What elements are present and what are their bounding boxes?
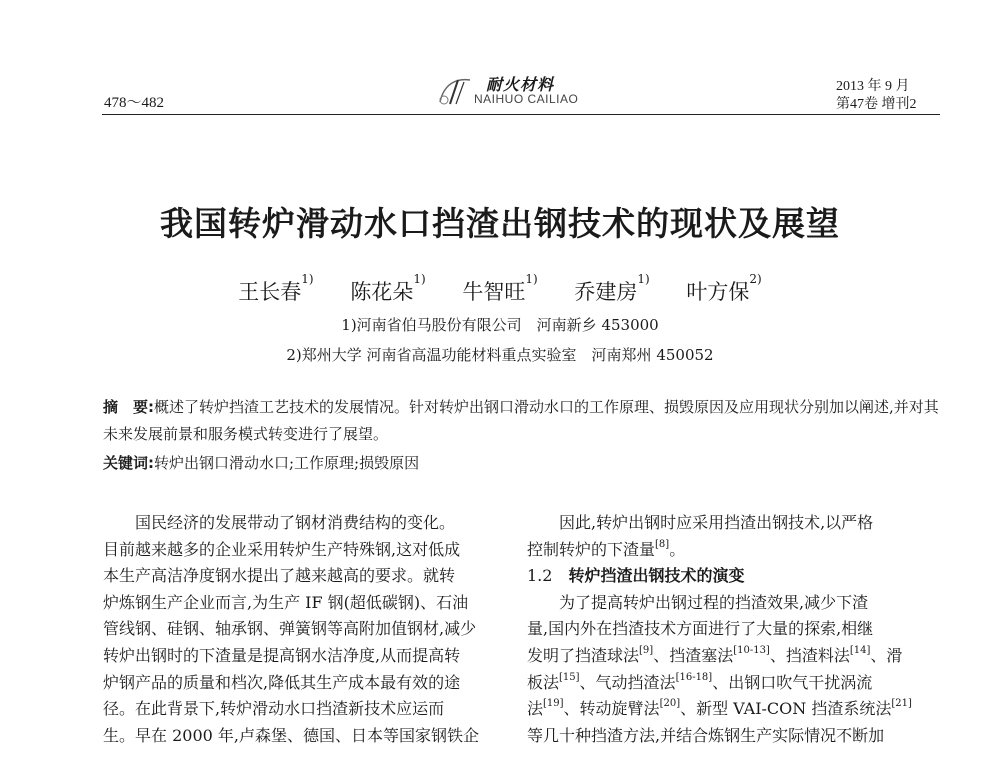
body-line: 目前越来越多的企业采用转炉生产特殊钢,这对低成 [103, 539, 461, 559]
body-line: 法[19]、转动旋臂法[20]、新型 VAI-CON 挡渣系统法[21] [527, 698, 912, 719]
citation: [15] [559, 671, 580, 683]
abstract [103, 394, 941, 448]
body-line: 本生产高洁净度钢水提出了越来越高的要求。就转 [103, 566, 456, 586]
affiliation-2: 2)郑州大学 河南省高温功能材料重点实验室 河南郑州 450052 [286, 346, 714, 364]
citation: [8] [655, 538, 670, 550]
body-line: 炉炼钢生产企业而言,为生产 IF 钢(超低碳钢)、石油 [103, 592, 469, 612]
citation: [16-18] [675, 671, 713, 683]
keywords-label: 关键词: [103, 454, 154, 472]
issue-info [836, 78, 917, 114]
body-line: 转炉出钢时的下渣量是提高钢水洁净度,从而提高转 [103, 645, 461, 665]
body-line: 国民经济的发展带动了钢材消费结构的变化。 [135, 513, 456, 532]
section-title: 转炉挡渣出钢技术的演变 [568, 566, 745, 586]
abstract-text: 概述了转炉挡渣工艺技术的发展情况。针对转炉出钢口滑动水口的工作原理、损毁原因及应用现状分别加以阐述,并对其未来发展前景和服务模式转变进行了展望。 [103, 398, 939, 443]
body-line: 生。早在 2000 年,卢森堡、德国、日本等国家钢铁企 [103, 725, 479, 745]
abstract-label: 摘 要: [103, 398, 154, 416]
body-line: 管线钢、硅钢、轴承钢、弹簧钢等高附加值钢材,减少 [103, 619, 477, 639]
body-line: 炉钢产品的质量和档次,降低其生产成本最有效的途 [103, 672, 461, 692]
keywords-text: 转炉出钢口滑动水口;工作原理;损毁原因 [154, 454, 420, 472]
journal-logo-icon [436, 74, 476, 108]
citation: [10-13] [733, 644, 770, 656]
body-right-column [527, 510, 931, 749]
body-line: 控制转炉的下渣量[8]。 [527, 538, 686, 559]
body-line: 量,国内外在挡渣技术方面进行了大量的探索,相继 [527, 619, 874, 639]
author: 牛智旺$^{1)}$ [462, 272, 538, 304]
author: 叶方保$^{2)}$ [686, 272, 762, 304]
author-list [0, 272, 1000, 306]
affiliation-1: 1)河南省伯马股份有限公司 河南新乡 453000 [341, 316, 659, 334]
issue-date: 2013 年 9 月 [836, 79, 910, 94]
body-left-column [103, 510, 507, 749]
issue-volume: 第47卷 增刊2 [836, 97, 917, 112]
author: 乔建房$^{1)}$ [574, 272, 650, 304]
body-line: 等几十种挡渣方法,并结合炼钢生产实际情况不断加 [527, 725, 885, 745]
body-line: 发明了挡渣球法[9]、挡渣塞法[10-13]、挡渣料法[14]、滑 [527, 644, 903, 665]
body-line: 为了提高转炉出钢过程的挡渣效果,减少下渣 [559, 592, 869, 612]
author: 陈花朵$^{1)}$ [350, 272, 426, 304]
author: 王长春$^{1)}$ [238, 272, 314, 304]
section-heading [527, 563, 931, 590]
citation: [20] [659, 698, 681, 710]
header-rule [102, 114, 940, 115]
journal-name-cn: 耐火材料 [486, 75, 555, 94]
journal-name-en: NAIHUO CAILIAO [474, 92, 579, 106]
citation: [9] [639, 644, 654, 656]
journal-logo [436, 72, 606, 112]
citation: [19] [543, 698, 564, 710]
body-line: 板法[15]、气动挡渣法[16-18]、出钢口吹气干扰涡流 [527, 671, 873, 692]
page-range: 478～482 [104, 95, 165, 111]
citation: [14] [849, 644, 871, 656]
paper-title: 我国转炉滑动水口挡渣出钢技术的现状及展望 [160, 204, 840, 243]
section-number: 1.2 [527, 566, 553, 586]
citation: [21] [891, 698, 912, 710]
keywords [103, 452, 419, 473]
body-line: 径。在此背景下,转炉滑动水口挡渣新技术应运而 [103, 699, 445, 719]
body-line: 因此,转炉出钢时应采用挡渣出钢技术,以严格 [559, 513, 874, 532]
